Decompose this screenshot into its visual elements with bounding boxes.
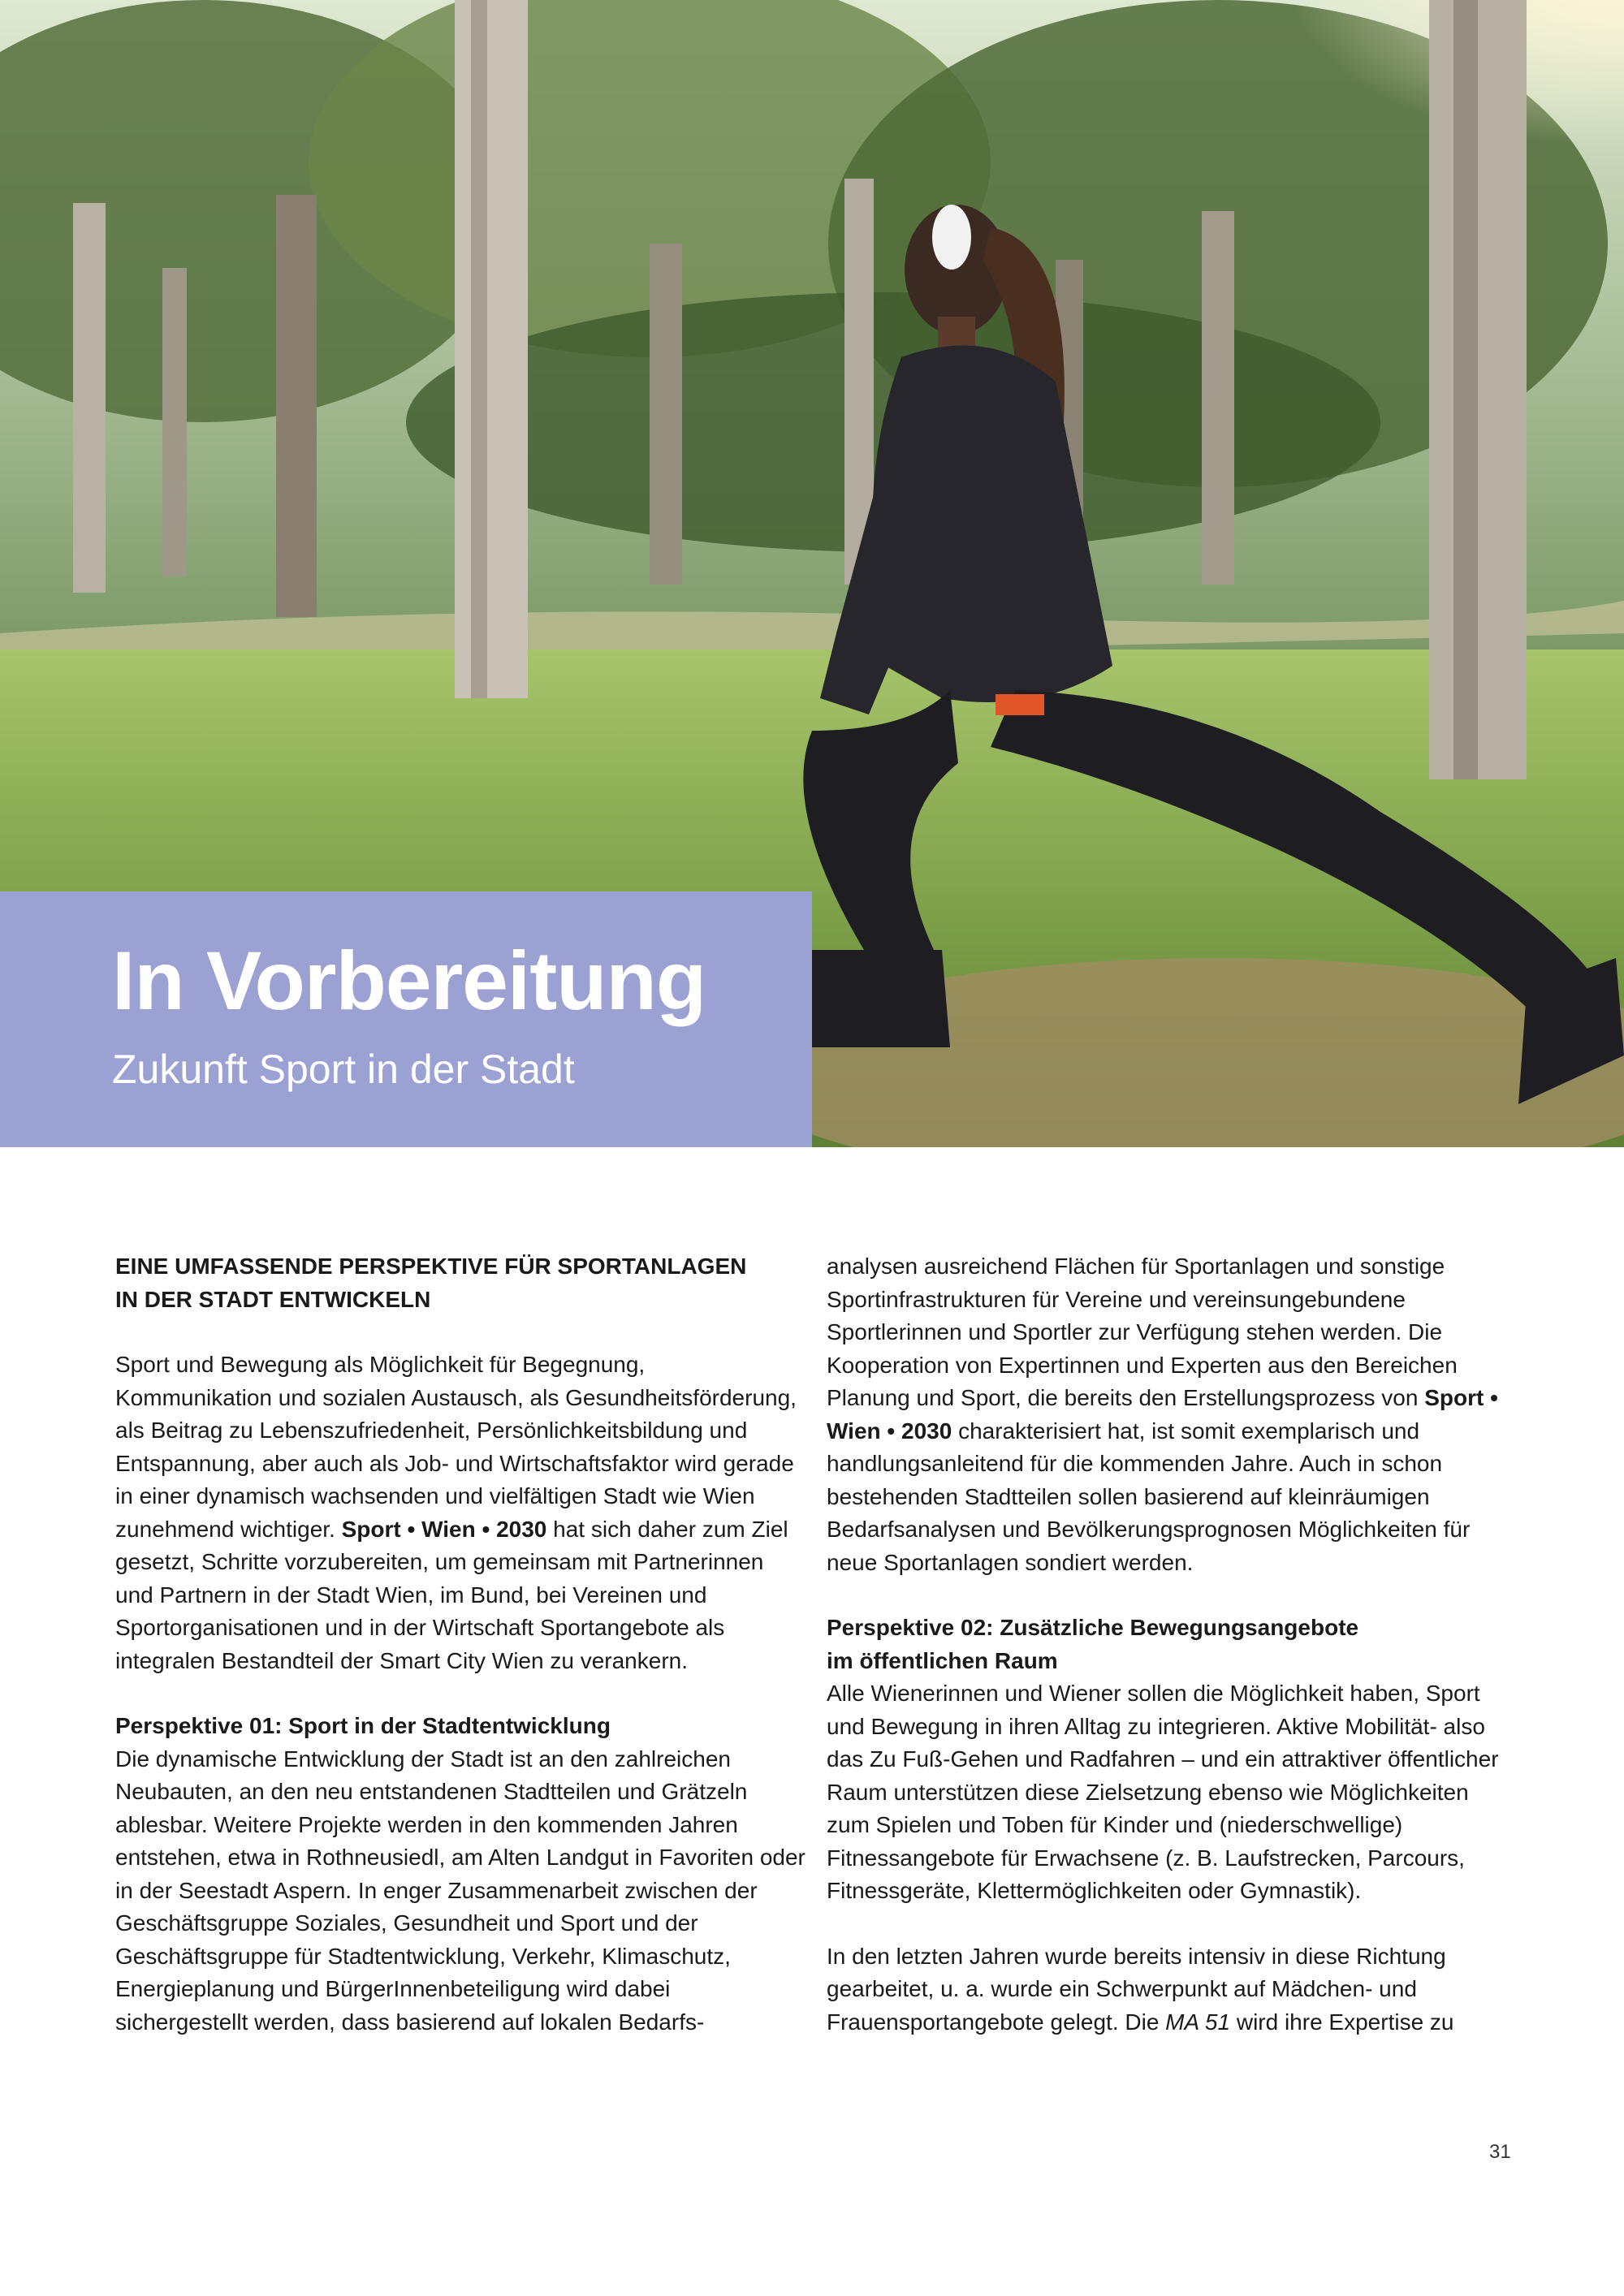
ma51-reference: MA 51 (1165, 2009, 1231, 2035)
continuation-paragraph (827, 1250, 1517, 1579)
section-heading-line1: EINE UMFASSENDE PERSPEKTIVE FÜR SPORTANLAGEN (115, 1254, 747, 1279)
perspective-02-heading-line2: im öffentlichen Raum (827, 1647, 1058, 1673)
intro-text-2: hat sich daher zum Ziel gesetzt, Schritte vorzubereiten, um gemeinsam mit Partnerinnen und Partnern in der Stadt Wien, im Bund, bei Vereinen und Sportorganisationen und in der Wirtschaft Sportangebote als integralen Bestandteil der Smart City Wien zu verankern. (115, 1516, 788, 1673)
section-heading-line2: IN DER STADT ENTWICKELN (115, 1286, 431, 1312)
right-column (827, 1250, 1517, 2071)
closing-text-1: In den letzten Jahren wurde bereits intensiv in diese Richtung gearbeitet, u. a. wurde ein Schwerpunkt auf Mädchen- und Frauensportangebote gelegt. Die (827, 1943, 1446, 2035)
closing-paragraph (827, 1940, 1517, 2039)
intro-paragraph (115, 1349, 806, 1677)
continuation-text-1: analysen ausreichend Flächen für Sportanlagen und sonstige Sportinfrastrukturen für Vereine und vereinsungebundene Sportlerinnen und Sportler zur Verfügung stehen werden. Die Kooperation von Expertinnen und Experten aus den Bereichen Planung und Sport, die bereits den Erstellungsprozess von (827, 1254, 1458, 1410)
perspective-02-text: Alle Wienerinnen und Wiener sollen die Möglichkeit haben, Sport und Bewegung in ihren Alltag zu integrieren. Aktive Mobilität- also das Zu Fuß-Gehen und Radfahren – und ein attraktiver öffentlicher Raum unterstützen diese Zielsetzung ebenso wie Möglichkeiten zum Spielen und Toben für Kinder und (niederschwellige) Fitnessangebote für Erwachsene (z. B. Laufstrecken, Parcours, Fitnessgeräte, Klettermöglichkeiten oder Gymnastik). (827, 1681, 1499, 1903)
title-banner (0, 891, 812, 1147)
page-subtitle: Zukunft Sport in der Stadt (112, 1047, 575, 1092)
perspective-01-text: Die dynamische Entwicklung der Stadt ist an den zahlreichen Neubauten, an den neu entstandenen Stadtteilen und Grätzeln ablesbar. Weitere Projekte werden in den kommenden Jahren entstehen, etwa in Rothneusiedl, am Alten Landgut in Favoriten oder in der Seestadt Aspern. In enger Zusammenarbeit zwischen der Geschäftsgruppe Soziales, Gesundheit und Sport und der Geschäftsgruppe für Stadtentwicklung, Verkehr, Klimaschutz, Energieplanung und BürgerInnenbeteiligung wird dabei sichergestellt werden, dass basierend auf lokalen Bedarfs- (115, 1746, 806, 2035)
brand-name: Sport • Wien • 2030 (341, 1516, 547, 1542)
brand-name: Sport • Wien • 2030 (827, 1385, 1498, 1444)
intro-text-1: Sport und Bewegung als Möglichkeit für Begegnung, Kommunikation und sozialen Austausch, als Gesundheitsförderung, als Beitrag zu Lebenszufriedenheit, Persönlichkeitsbildung und Entspannung, aber auch als Job- und Wirtschaftsfaktor wird gerade in einer dynamisch wachsenden und vielfältigen Stadt wie Wien zunehmend wichtiger. (115, 1352, 797, 1542)
continuation-text-2: charakterisiert hat, ist somit exemplarisch und handlungsanleitend für die kommenden Jahre. Auch in schon bestehenden Stadtteilen sollen basierend auf kleinräumigen Bedarfsanalysen und Bevölkerungsprognosen Möglichkeiten für neue Sportanlagen sondiert werden. (827, 1418, 1471, 1575)
perspective-02-heading-line1: Perspektive 02: Zusätzliche Bewegungsangebote (827, 1615, 1359, 1640)
closing-text-2: wird ihre Expertise zu (1230, 2009, 1454, 2035)
page-title: In Vorbereitung (112, 934, 706, 1027)
page-number: 31 (1489, 2141, 1511, 2163)
perspective-01-heading: Perspektive 01: Sport in der Stadtentwicklung (115, 1713, 611, 1738)
left-column (115, 1250, 806, 2071)
